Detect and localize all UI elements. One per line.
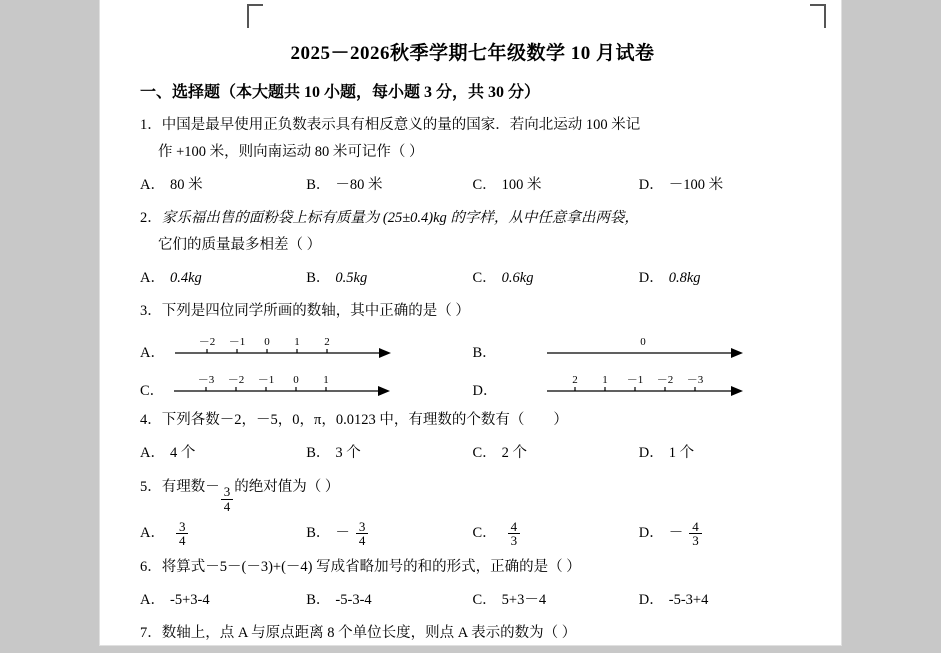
- svg-text:1: 1: [602, 374, 609, 387]
- question-2-options: [140, 265, 805, 293]
- q6-option-a[interactable]: A． -5+3-4: [140, 591, 210, 608]
- q2-option-d[interactable]: D． 0.8kg: [638, 269, 701, 286]
- q3-text: 下列是四位同学所画的数轴，其中正确的是（ ）: [161, 303, 470, 320]
- q1-option-b[interactable]: B． －80 米: [306, 176, 383, 193]
- q2-option-b[interactable]: B． 0.5kg: [306, 269, 368, 286]
- svg-text:0: 0: [293, 374, 299, 387]
- svg-text:2: 2: [572, 374, 579, 387]
- question-6-options: [140, 587, 805, 615]
- svg-text:0: 0: [639, 336, 646, 349]
- q6-option-c[interactable]: C． 5+3－4: [472, 591, 547, 608]
- q4-number: 4．: [140, 412, 162, 429]
- q7-number: 7．: [140, 625, 162, 642]
- document-content: [140, 38, 805, 653]
- svg-text:0: 0: [264, 336, 270, 349]
- number-line-c-icon: [170, 369, 400, 403]
- question-5-options: [140, 520, 805, 548]
- right-gutter: [841, 0, 941, 645]
- question-3-options-row-2: [140, 369, 805, 403]
- q5-fraction: $\frac{3}{4}$: [221, 485, 234, 513]
- svg-text:－1: －1: [627, 374, 644, 387]
- question-1-options: [140, 172, 805, 200]
- question-3: [140, 298, 805, 325]
- q6-option-d[interactable]: D． -5-3+4: [638, 591, 709, 608]
- question-7: [140, 620, 805, 647]
- svg-text:－3: －3: [687, 374, 704, 387]
- q5-number: 5．: [140, 478, 162, 495]
- svg-text:1: 1: [323, 374, 329, 387]
- q3-option-b[interactable]: B． 0: [473, 331, 806, 365]
- number-line-b-icon: [503, 331, 753, 365]
- q1-option-d[interactable]: D． －100 米: [638, 176, 724, 193]
- svg-text:－1: －1: [228, 336, 246, 349]
- number-line-d-icon: [503, 369, 753, 403]
- question-4-options: [140, 440, 805, 468]
- q6-option-b[interactable]: B． -5-3-4: [306, 591, 372, 608]
- page-title: 2025－2026秋季学期七年级数学 10 月试卷: [290, 43, 655, 64]
- svg-text:－2: －2: [657, 374, 674, 387]
- question-1: [140, 112, 805, 166]
- question-5: [140, 474, 805, 514]
- q1-text-line2: 作 +100 米，则向南运动 80 米可记作（ ）: [158, 143, 424, 160]
- document-page: [100, 0, 841, 645]
- svg-text:－1: －1: [257, 374, 275, 387]
- q3-option-a[interactable]: A． －2 －1 0 1 2: [140, 331, 473, 365]
- crop-mark-top-right-icon: [810, 4, 826, 28]
- q5-option-c[interactable]: C． $\frac{4}{3}$: [473, 520, 639, 548]
- number-line-a-icon: [171, 331, 401, 365]
- left-gutter: [0, 0, 100, 645]
- q2-number: 2．: [140, 210, 162, 227]
- q5-option-a[interactable]: A． $\frac{3}{4}$: [140, 520, 306, 548]
- q6-text: 将算式－5－(－3)+(－4) 写成省略加号的和的形式，正确的是（ ）: [161, 558, 581, 575]
- svg-text:1: 1: [294, 336, 300, 349]
- question-4: [140, 407, 805, 434]
- q2-option-a[interactable]: A． 0.4kg: [140, 269, 202, 286]
- q4-option-b[interactable]: B． 3 个: [306, 444, 361, 461]
- question-6: [140, 554, 805, 581]
- q1-text: 中国是最早使用正负数表示具有相反意义的量的国家．若向北运动 100 米记: [161, 117, 641, 133]
- section-heading: 一、选择题（本大题共 10 小题，每小题 3 分，共 30 分）: [140, 84, 541, 101]
- q4-option-a[interactable]: A． 4 个: [140, 444, 196, 461]
- q7-text: 数轴上，点 A 与原点距离 8 个单位长度，则点 A 表示的数为（ ）: [161, 625, 577, 642]
- q2-text-line2: 它们的质量最多相差（ ）: [158, 236, 322, 253]
- svg-text:2: 2: [324, 336, 330, 349]
- q6-number: 6．: [140, 558, 162, 575]
- q3-option-d[interactable]: D． 2 1 －1 －2 －3: [473, 369, 806, 403]
- svg-text:－3: －3: [197, 374, 215, 387]
- q2-text: 家乐福出售的面粉袋上标有质量为 (25±0.4)kg 的字样，从中任意拿出两袋，: [161, 210, 639, 227]
- question-2: [140, 205, 805, 259]
- svg-text:－2: －2: [227, 374, 245, 387]
- q3-option-c[interactable]: C． －3 －2 －1 0 1: [140, 369, 473, 403]
- q4-option-d[interactable]: D． 1 个: [638, 444, 695, 461]
- q4-text: 下列各数－2，－5，0，π，0.0123 中，有理数的个数有（ ）: [161, 412, 568, 429]
- q1-option-c[interactable]: C． 100 米: [472, 176, 542, 193]
- svg-text:－2: －2: [198, 336, 216, 349]
- q3-number: 3．: [140, 303, 162, 320]
- q4-option-c[interactable]: C． 2 个: [472, 444, 528, 461]
- q5-option-d[interactable]: D． － $\frac{4}{3}$: [639, 520, 805, 548]
- q5-text-post: 的绝对值为（ ）: [234, 478, 340, 495]
- question-3-options-row-1: [140, 331, 805, 365]
- q5-text-pre: 有理数－: [161, 478, 220, 495]
- q1-number: 1．: [140, 117, 162, 133]
- q2-option-c[interactable]: C． 0.6kg: [472, 269, 534, 286]
- q1-option-a[interactable]: A． 80 米: [140, 176, 203, 193]
- q5-option-b[interactable]: B． － $\frac{3}{4}$: [306, 520, 472, 548]
- crop-mark-top-left-icon: [247, 4, 263, 28]
